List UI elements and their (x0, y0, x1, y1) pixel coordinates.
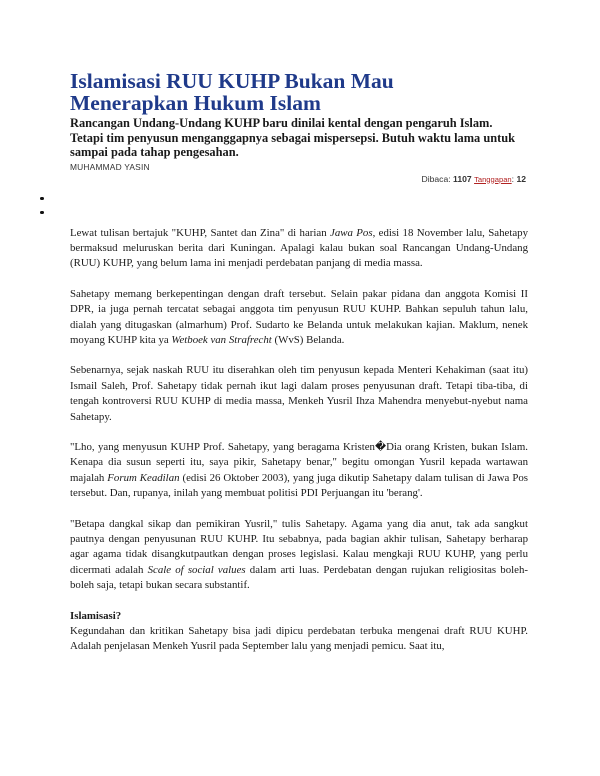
section-heading: Islamisasi? (70, 609, 122, 622)
paragraph-text: (WvS) Belanda. (271, 333, 345, 346)
read-count: 1107 (453, 173, 472, 184)
list-item (70, 192, 528, 206)
article-title-line-2: Menerapkan Hukum Islam (70, 91, 321, 115)
article-title-line-1: Islamisasi RUU KUHP Bukan Mau (70, 69, 394, 93)
paragraph-emphasis: Wetboek van Strafrecht (171, 333, 272, 346)
responses-separator: : (511, 173, 515, 184)
response-count: 12 (516, 173, 526, 184)
paragraph-3: Sebenarnya, sejak naskah RUU itu diserahkan oleh tim penyusun kepada Menteri Kehakiman (saat itu) Ismail Saleh, Prof. Sahetapy tidak pernah ikut lagi dalam proses penyusunan draft. Tetapi tiba-tiba, di tengah kontroversi RUU KUHP di media massa, Menkeh Yusril Ihza Mahendra menyebut-nyebut nama Sahetapy. (70, 364, 528, 423)
paragraph-4 (70, 440, 528, 502)
paragraph-2 (70, 287, 528, 349)
article-body (70, 226, 528, 655)
paragraph-1 (70, 226, 528, 272)
paragraph-emphasis: Forum Keadilan (107, 471, 180, 484)
article-author: MUHAMMAD YASIN (70, 161, 150, 172)
paragraph-6: Kegundahan dan kritikan Sahetapy bisa jadi dipicu perdebatan terbuka mengenai draft RUU KUHP. Adalah penjelasan Menkeh Yusril pada September lalu yang menjadi pemicu. Saat itu, (70, 625, 528, 653)
paragraph-emphasis: Scale of social values (147, 563, 246, 576)
paragraph-text: dalam arti luas. Perdebatan dengan rujukan religiositas boleh-boleh saja, tetapi bukan secara substantif. (70, 563, 528, 592)
empty-bullet-list (70, 192, 528, 220)
paragraph-text: (edisi 26 Oktober 2003), yang juga dikutip Sahetapy dalam tulisan di Jawa Pos tersebut. Dan, rupanya, inilah yang membuat politisi PDI Perjuangan itu 'berang'. (70, 471, 528, 500)
paragraph-emphasis: Jawa Pos (330, 226, 373, 239)
list-item (70, 206, 528, 220)
paragraph-text: "Lho, yang menyusun KUHP Prof. Sahetapy, yang beragama Kristen�Dia orang Kristen, bukan Islam. Kenapa dia susun seperti itu, saya pikir, Sahetapy benar," begitu omongan Yusril kepada wartawan majalah (70, 440, 528, 484)
paragraph-5 (70, 517, 528, 594)
paragraph-text: , edisi 18 November lalu, Sahetapy bermaksud meluruskan berita dari Kuningan. Apalagi kalau bukan soal Rancangan Undang-Undang (RUU) KUHP, yang belum lama ini menjadi perdebatan panjang di media massa. (70, 226, 529, 270)
read-label: Dibaca: (421, 173, 451, 184)
paragraph-text: Sahetapy memang berkepentingan dengan draft tersebut. Selain pakar pidana dan anggota Komisi II DPR, ia juga pernah tercatat sebagai anggota tim penyusun RUU KUHP. Bahkan sepuluh tahun lalu, dialah yang ditugaskan (almarhum) Prof. Sudarto ke Belanda untuk melakukan kajian. Maklum, nenek moyang KUHP kita ya (70, 287, 528, 346)
article-lead: Rancangan Undang-Undang KUHP baru dinilai kental dengan pengaruh Islam. Tetapi tim penyusun menganggapnya sebagai mispersepsi. Butuh waktu lama untuk sampai pada tahap pengesahan. (70, 116, 516, 159)
paragraph-text: "Betapa dangkal sikap dan pemikiran Yusril," tulis Sahetapy. Agama yang dia anut, tak ada sangkut pautnya dengan penyusunan RUU KUHP. Itu sebabnya, pada bagian akhir tulisan, Sahetapy berharap agar agama tidak disangkutpautkan dengan proses legislasi. Kalau mengkaji RUU KUHP, yang perlu dicermati adalah (70, 517, 528, 576)
responses-link[interactable]: Tanggapan (474, 174, 512, 184)
paragraph-text: Lewat tulisan bertajuk "KUHP, Santet dan Zina" di harian (70, 226, 331, 239)
article-title (70, 70, 528, 114)
article-stats (70, 174, 528, 184)
